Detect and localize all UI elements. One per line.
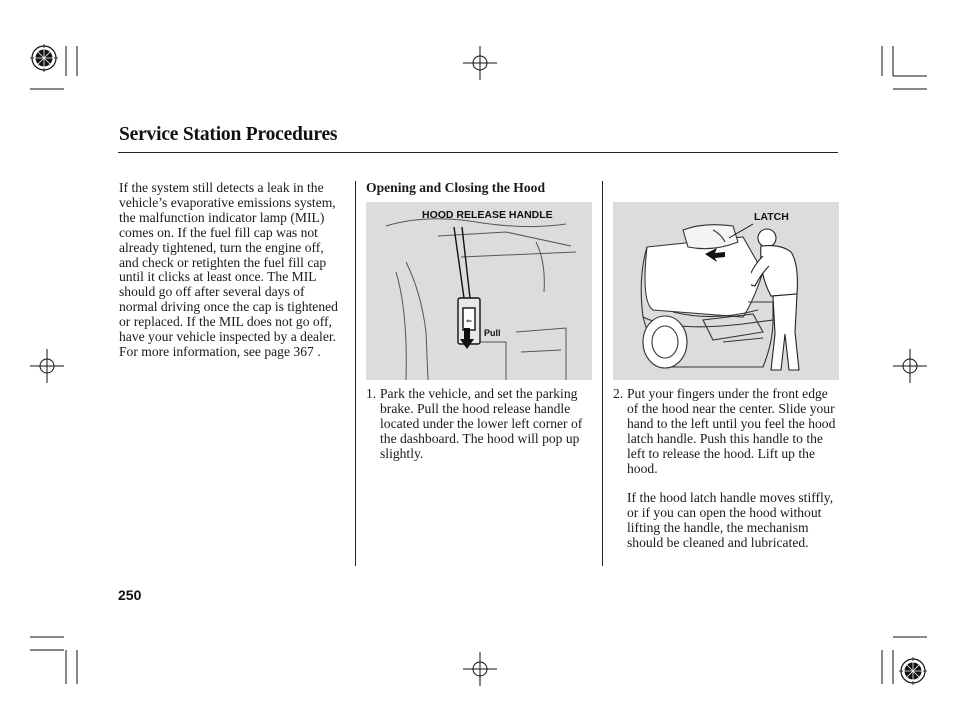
hood-release-handle-label: HOOD RELEASE HANDLE [422, 209, 553, 221]
title-divider [118, 152, 838, 153]
hood-latch-note: If the hood latch handle moves stiffly, or if you can open the hood without lifting the handle, the mechanism should be cleaned and lubricated. [627, 490, 834, 550]
hood-latch-figure [613, 202, 839, 380]
step-1 [366, 387, 596, 462]
registration-mark-right [893, 349, 927, 383]
pull-arrow-icon [460, 328, 474, 355]
registration-mark-bottom [463, 652, 497, 686]
step-2 [613, 387, 839, 476]
column-divider-right [602, 181, 603, 566]
hood-section-heading: Opening and Closing the Hood [366, 180, 546, 195]
section-title: Service Station Procedures [119, 124, 338, 145]
page-number: 250 [118, 587, 142, 603]
left-column-paragraph: If the system still detects a leak in the vehicle’s evaporative emissions system, the malfunction indicator lamp (MIL) comes on. If the fuel fill cap was not already tightened, turn the engine off, and check or retighten the fuel fill cap until it clicks at least once. The MIL should go off after several days of normal driving once the cap is tightened or replaced. If the MIL does not go off, have your vehicle inspected by a dealer. For more information, see page 367 . [119, 180, 338, 359]
pull-callout-label: Pull [484, 328, 501, 338]
hood-release-figure [366, 202, 592, 380]
registration-rosette-icon [899, 657, 927, 685]
step-2-number: 2. [613, 386, 624, 401]
person-icon [751, 224, 817, 377]
step-1-number: 1. [366, 386, 377, 401]
registration-mark-top [463, 46, 497, 80]
step-2-text: Put your fingers under the front edge of the hood near the center. Slide your hand to the left until you feel the hood latch handle. Push this handle to the left to release the hood. Lift up the hood. [627, 386, 836, 476]
registration-mark-left [30, 349, 64, 383]
step-1-text: Park the vehicle, and set the parking brake. Pull the hood release handle located under the lower left corner of the dashboard. The hood will pop up slightly. [380, 386, 583, 461]
column-divider-left [355, 181, 356, 566]
latch-label: LATCH [754, 211, 789, 223]
registration-rosette-icon [30, 44, 58, 72]
svg-text:⇐: ⇐ [466, 318, 472, 325]
